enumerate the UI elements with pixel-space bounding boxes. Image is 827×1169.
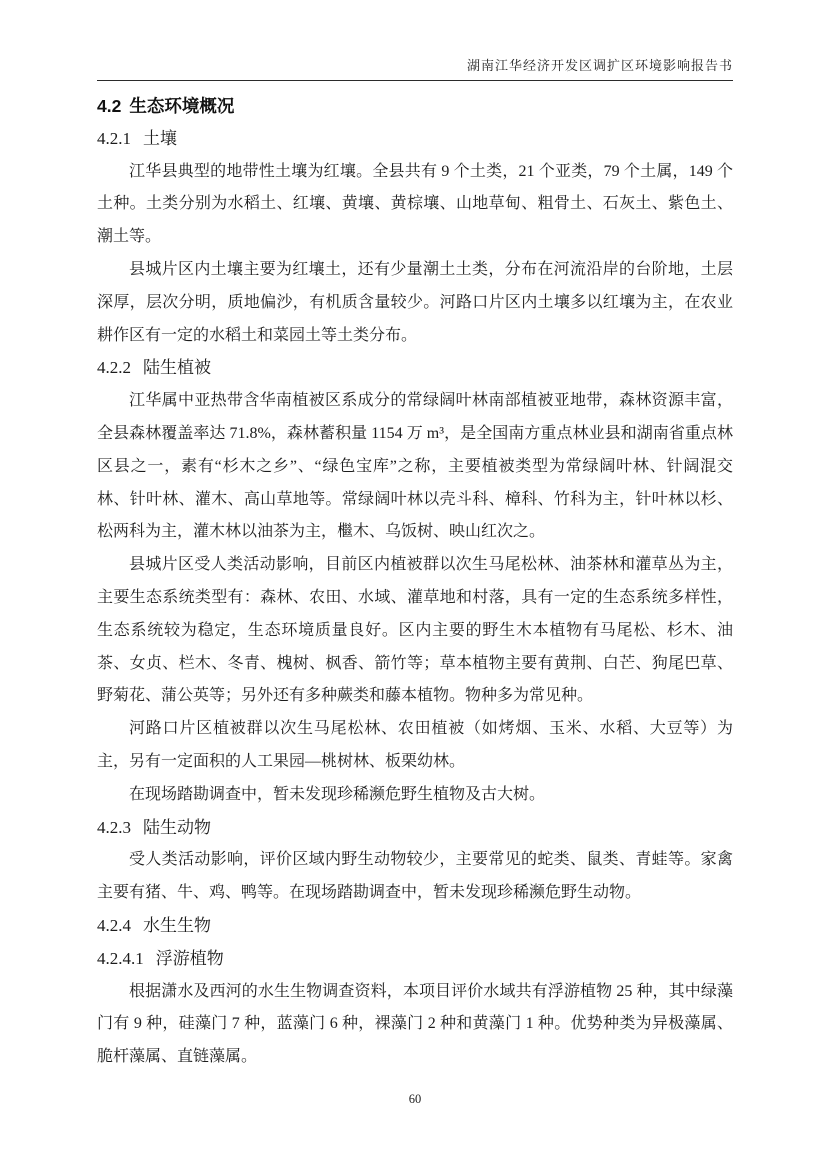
subsection-heading-4-2-4-1 [97, 943, 733, 976]
paragraph: 受人类活动影响，评价区域内野生动物较少，主要常见的蛇类、鼠类、青蛙等。家禽主要有猪、牛、鸡、鸭等。在现场踏勘调查中，暂未发现珍稀濒危野生动物。 [97, 851, 733, 902]
page-number: 60 [408, 1092, 422, 1106]
paragraph: 在现场踏勘调查中，暂未发现珍稀濒危野生植物及古大树。 [129, 785, 546, 803]
paragraph: 根据潇水及西河的水生生物调查资料，本项目评价水域共有浮游植物 25 种，其中绿藻门有 9 种，硅藻门 7 种，蓝藻门 6 种，裸藻门 2 种和黄藻门 1 种。优势种类为异极藻属、脆杆藻属、直链藻属。 [97, 982, 733, 1066]
section-heading-4-2 [97, 90, 733, 123]
document-body [97, 90, 733, 1074]
page-header [97, 57, 733, 81]
section-number: 4.2.2 [97, 358, 131, 378]
subsection-heading-4-2-3 [97, 812, 733, 845]
paragraph: 河路口片区植被群以次生马尾松林、农田植被（如烤烟、玉米、水稻、大豆等）为主，另有一定面积的人工果园—桃树林、板栗幼林。 [97, 720, 733, 770]
section-title: 浮游植物 [155, 948, 224, 968]
section-number: 4.2 [97, 96, 122, 116]
section-title: 水生生物 [143, 915, 211, 935]
section-title: 陆生植被 [143, 358, 211, 378]
section-number: 4.2.1 [97, 128, 131, 148]
paragraph: 县城片区内土壤主要为红壤土，还有少量潮土土类，分布在河流沿岸的台阶地，土层深厚，层次分明，质地偏沙，有机质含量较少。河路口片区内土壤多以红壤为主，在农业耕作区有一定的水稻土和菜园土等土类分布。 [97, 260, 733, 344]
paragraph: 县城片区受人类活动影响，目前区内植被群以次生马尾松林、油茶林和灌草丛为主，主要生态系统类型有：森林、农田、水域、灌草地和村落，具有一定的生态系统多样性，生态系统较为稳定，生态环境质量良好。区内主要的野生木本植物有马尾松、杉木、油茶、女贞、栏木、冬青、槐树、枫香、箭竹等；草本植物主要有黄荆、白芒、狗尾巴草、野菊花、蒲公英等；另外还有多种蕨类和藤本植物。物种多为常见种。 [97, 556, 733, 705]
section-number: 4.2.4 [97, 915, 131, 935]
section-number: 4.2.4.1 [97, 948, 144, 968]
paragraph: 江华属中亚热带含华南植被区系成分的常绿阔叶林南部植被亚地带，森林资源丰富，全县森林覆盖率达 71.8%，森林蓄积量 1154 万 m³，是全国南方重点林业县和湖南省重点林区县之一，素有“杉木之乡”、“绿色宝库”之称，主要植被类型为常绿阔叶林、针阔混交林、针叶林、灌木、高山草地等。常绿阔叶林以壳斗科、樟科、竹科为主，针叶林以杉、松两科为主，灌木林以油茶为主，檵木、乌饭树、映山红次之。 [97, 392, 733, 541]
section-number: 4.2.3 [97, 817, 131, 837]
header-title: 湖南江华经济开发区调扩区环境影响报告书 [466, 58, 733, 73]
paragraph: 江华县典型的地带性土壤为红壤。全县共有 9 个土类，21 个亚类，79 个土属，149 个土种。土类分别为水稻土、红壤、黄壤、黄棕壤、山地草甸、粗骨土、石灰土、紫色土、潮土等。 [97, 162, 733, 246]
subsection-heading-4-2-4 [97, 910, 733, 943]
subsection-heading-4-2-2 [97, 352, 733, 385]
subsection-heading-4-2-1 [97, 123, 733, 156]
section-title: 土壤 [143, 128, 177, 148]
section-title: 生态环境概况 [129, 96, 235, 116]
section-title: 陆生动物 [143, 817, 211, 837]
